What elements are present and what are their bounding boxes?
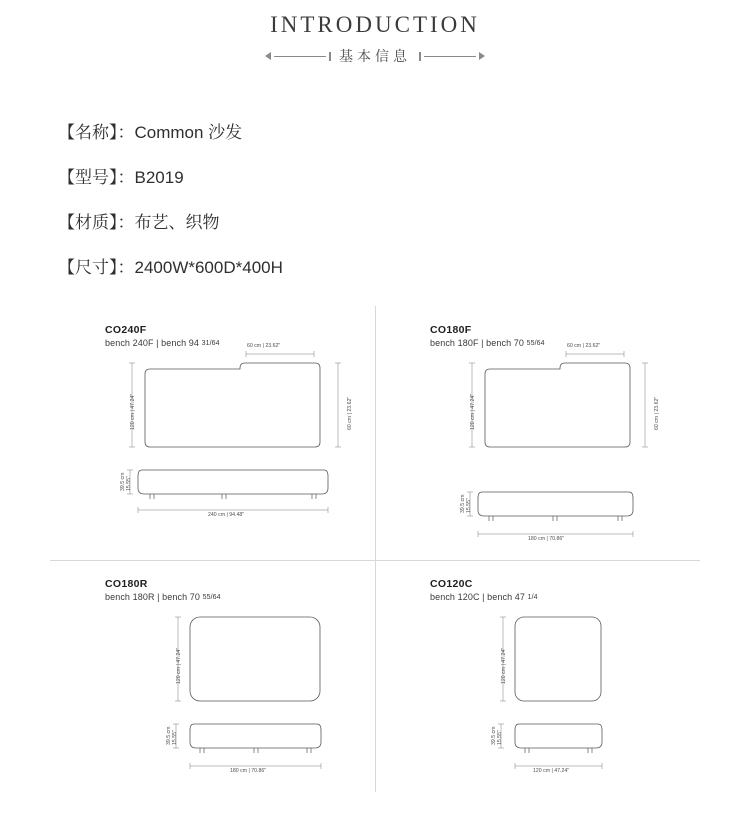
product-desc-text: bench 180F | bench 70 bbox=[430, 338, 527, 348]
arrow-left-icon bbox=[265, 52, 271, 60]
co180f-svg bbox=[375, 306, 700, 560]
product-drawing bbox=[375, 306, 700, 560]
dim-height-cm: 39.5 cm bbox=[460, 494, 466, 513]
product-desc-text: bench 120C | bench 47 bbox=[430, 592, 528, 602]
product-drawing bbox=[50, 560, 375, 814]
product-code: CO240F bbox=[105, 324, 147, 336]
product-code: CO120C bbox=[430, 578, 473, 590]
product-drawing bbox=[50, 306, 375, 560]
product-desc-text: bench 240F | bench 94 bbox=[105, 338, 202, 348]
product-desc-fraction: 55/64 bbox=[202, 593, 221, 601]
tick-right-icon bbox=[419, 52, 421, 61]
spec-value: B2019 bbox=[134, 168, 184, 187]
spec-value: Common 沙发 bbox=[134, 123, 243, 142]
dim-top-width: 60 cm | 23.62" bbox=[567, 343, 601, 349]
product-desc-fraction: 55/64 bbox=[526, 339, 545, 347]
spec-row bbox=[58, 155, 750, 200]
product-cell-co180f bbox=[375, 306, 700, 560]
left-ornament bbox=[265, 52, 331, 61]
dim-top-width: 60 cm | 23.62" bbox=[247, 343, 281, 349]
dim-height-in: 15.55" bbox=[497, 730, 503, 745]
product-cell-co120c bbox=[375, 560, 700, 814]
page-header bbox=[0, 0, 750, 66]
dim-bottom-width: 180 cm | 70.86" bbox=[528, 536, 565, 542]
page-subtitle: 基本信息 bbox=[339, 48, 411, 64]
product-code: CO180R bbox=[105, 578, 148, 590]
spec-label: 【型号】： bbox=[58, 168, 135, 187]
spec-value: 布艺、织物 bbox=[134, 213, 220, 232]
rule-left bbox=[274, 56, 326, 57]
dim-height-cm: 39.5 cm bbox=[491, 726, 497, 745]
spec-label: 【名称】： bbox=[58, 123, 135, 142]
right-ornament bbox=[419, 52, 485, 61]
spec-row bbox=[58, 110, 750, 155]
product-desc-fraction: 1/4 bbox=[527, 593, 538, 601]
tick-left-icon bbox=[329, 52, 331, 61]
spec-list bbox=[58, 110, 750, 290]
co120c-svg bbox=[375, 560, 700, 814]
spec-label: 【尺寸】： bbox=[58, 258, 135, 277]
subtitle-row bbox=[0, 46, 750, 66]
rule-right bbox=[424, 56, 476, 57]
dim-height-in: 15.55" bbox=[126, 476, 132, 491]
dim-right-depth: 60 cm | 23.62" bbox=[654, 396, 660, 430]
co240f-svg bbox=[50, 306, 375, 560]
product-code: CO180F bbox=[430, 324, 472, 336]
dim-height-cm: 39.5 cm bbox=[166, 726, 172, 745]
dim-depth-left: 120 cm | 47.24" bbox=[130, 393, 136, 430]
dim-right-depth: 60 cm | 23.62" bbox=[347, 396, 353, 430]
product-cell-co240f bbox=[50, 306, 375, 560]
product-drawing bbox=[375, 560, 700, 814]
product-drawing-grid bbox=[50, 306, 700, 792]
arrow-right-icon bbox=[479, 52, 485, 60]
spec-value: 2400W*600D*400H bbox=[134, 258, 283, 277]
product-desc-fraction: 31/64 bbox=[201, 339, 220, 347]
dim-depth-left: 120 cm | 47.24" bbox=[176, 647, 182, 684]
dim-bottom-width: 120 cm | 47.24" bbox=[533, 768, 570, 774]
page-title: INTRODUCTION bbox=[270, 12, 480, 37]
co180r-svg bbox=[50, 560, 375, 814]
dim-depth-left: 120 cm | 47.24" bbox=[470, 393, 476, 430]
dim-bottom-width: 240 cm | 94.48" bbox=[208, 512, 245, 518]
dim-height-cm: 39.5 cm bbox=[120, 472, 126, 491]
product-cell-co180r bbox=[50, 560, 375, 814]
spec-row bbox=[58, 200, 750, 245]
dim-bottom-width: 180 cm | 70.86" bbox=[230, 768, 267, 774]
dim-height-in: 15.55" bbox=[172, 730, 178, 745]
dim-depth-left: 120 cm | 47.24" bbox=[501, 647, 507, 684]
product-desc-text: bench 180R | bench 70 bbox=[105, 592, 203, 602]
dim-height-in: 15.55" bbox=[466, 498, 472, 513]
spec-label: 【材质】： bbox=[58, 213, 135, 232]
spec-row bbox=[58, 245, 750, 290]
